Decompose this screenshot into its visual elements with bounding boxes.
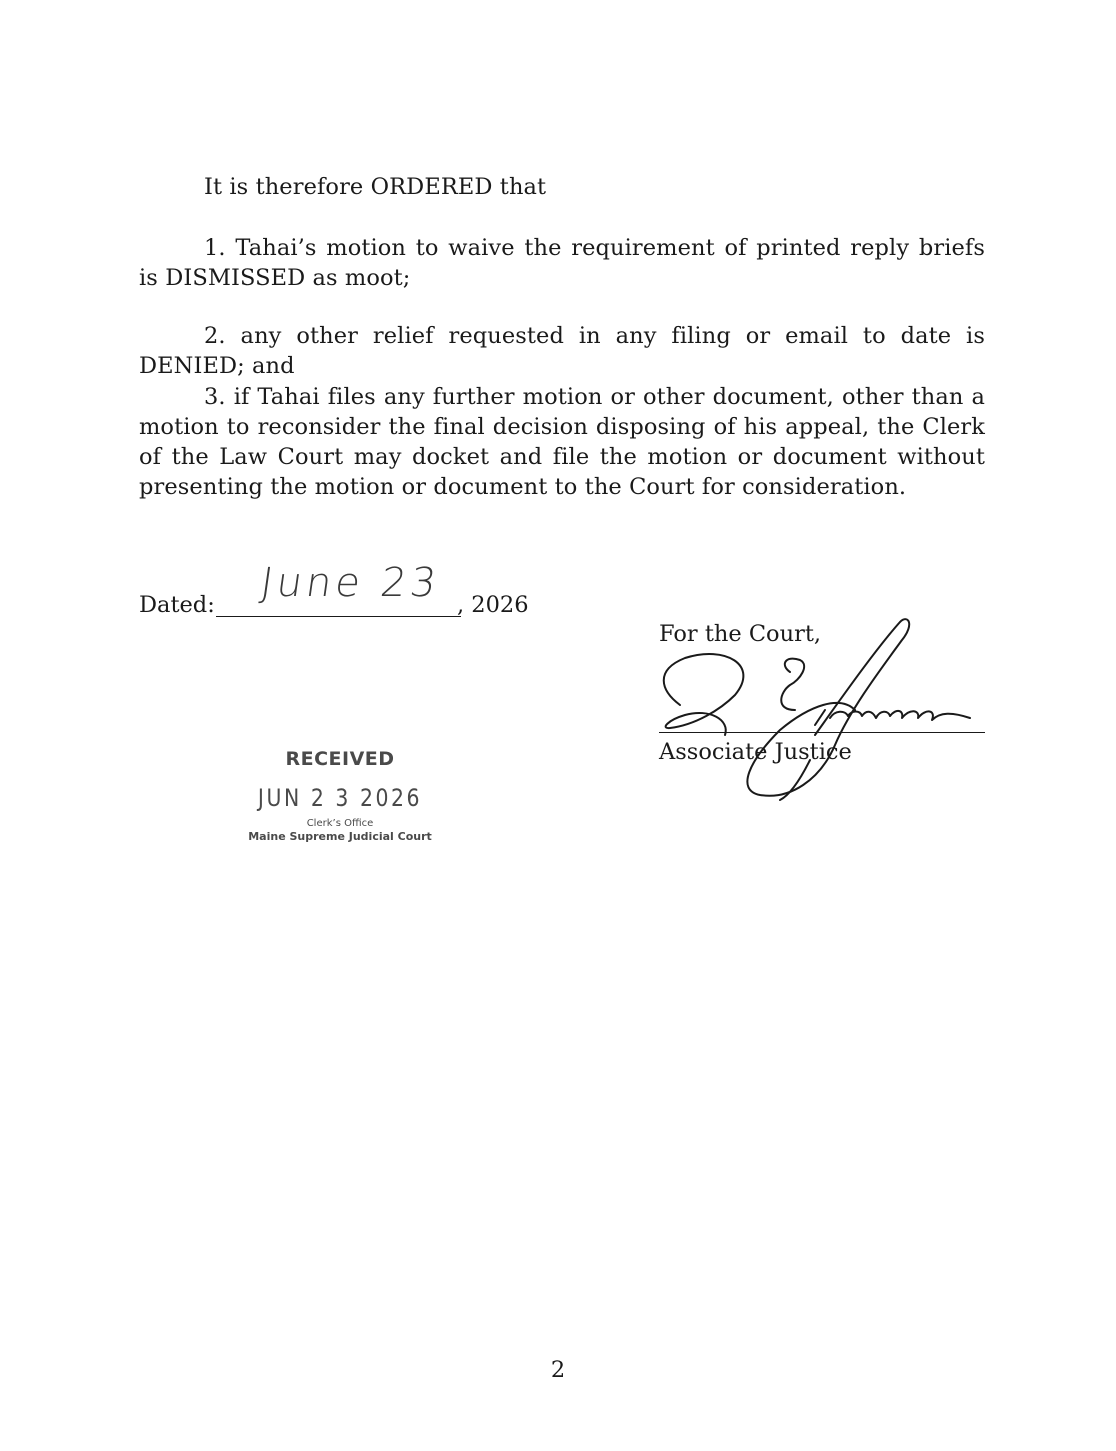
order-item-2: 2. any other relief requested in any filing or email to date is DENIED; and — [139, 323, 985, 379]
dated-label: Dated: — [139, 592, 215, 618]
order-item-1: 1. Tahai’s motion to waive the requirement of printed reply briefs is DISMISSED as moot; — [139, 235, 985, 291]
order-intro: It is therefore ORDERED that — [204, 174, 547, 200]
stamp-date: JUN 2 3 2026 — [257, 784, 423, 812]
order-item-3: 3. if Tahai files any further motion or other document, other than a motion to reconsider the final decision disposing of his appeal, the Clerk of the Law Court may docket and file the motion or document without presenting the motion or document to the Court for consideration. — [139, 384, 985, 500]
stamp-title: RECEIVED — [285, 748, 395, 770]
handwritten-signature — [640, 610, 990, 810]
signer-title: Associate Justice — [659, 739, 852, 765]
date-underline — [216, 616, 461, 617]
stamp-office: Clerk’s Office — [306, 818, 374, 829]
for-the-court: For the Court, — [659, 621, 822, 647]
stamp-court: Maine Supreme Judicial Court — [248, 830, 432, 843]
date-year: , 2026 — [457, 592, 529, 618]
received-stamp — [240, 745, 440, 844]
page-number: 2 — [550, 1357, 566, 1383]
signature-line — [659, 732, 985, 733]
handwritten-date: June 23 — [257, 560, 443, 606]
